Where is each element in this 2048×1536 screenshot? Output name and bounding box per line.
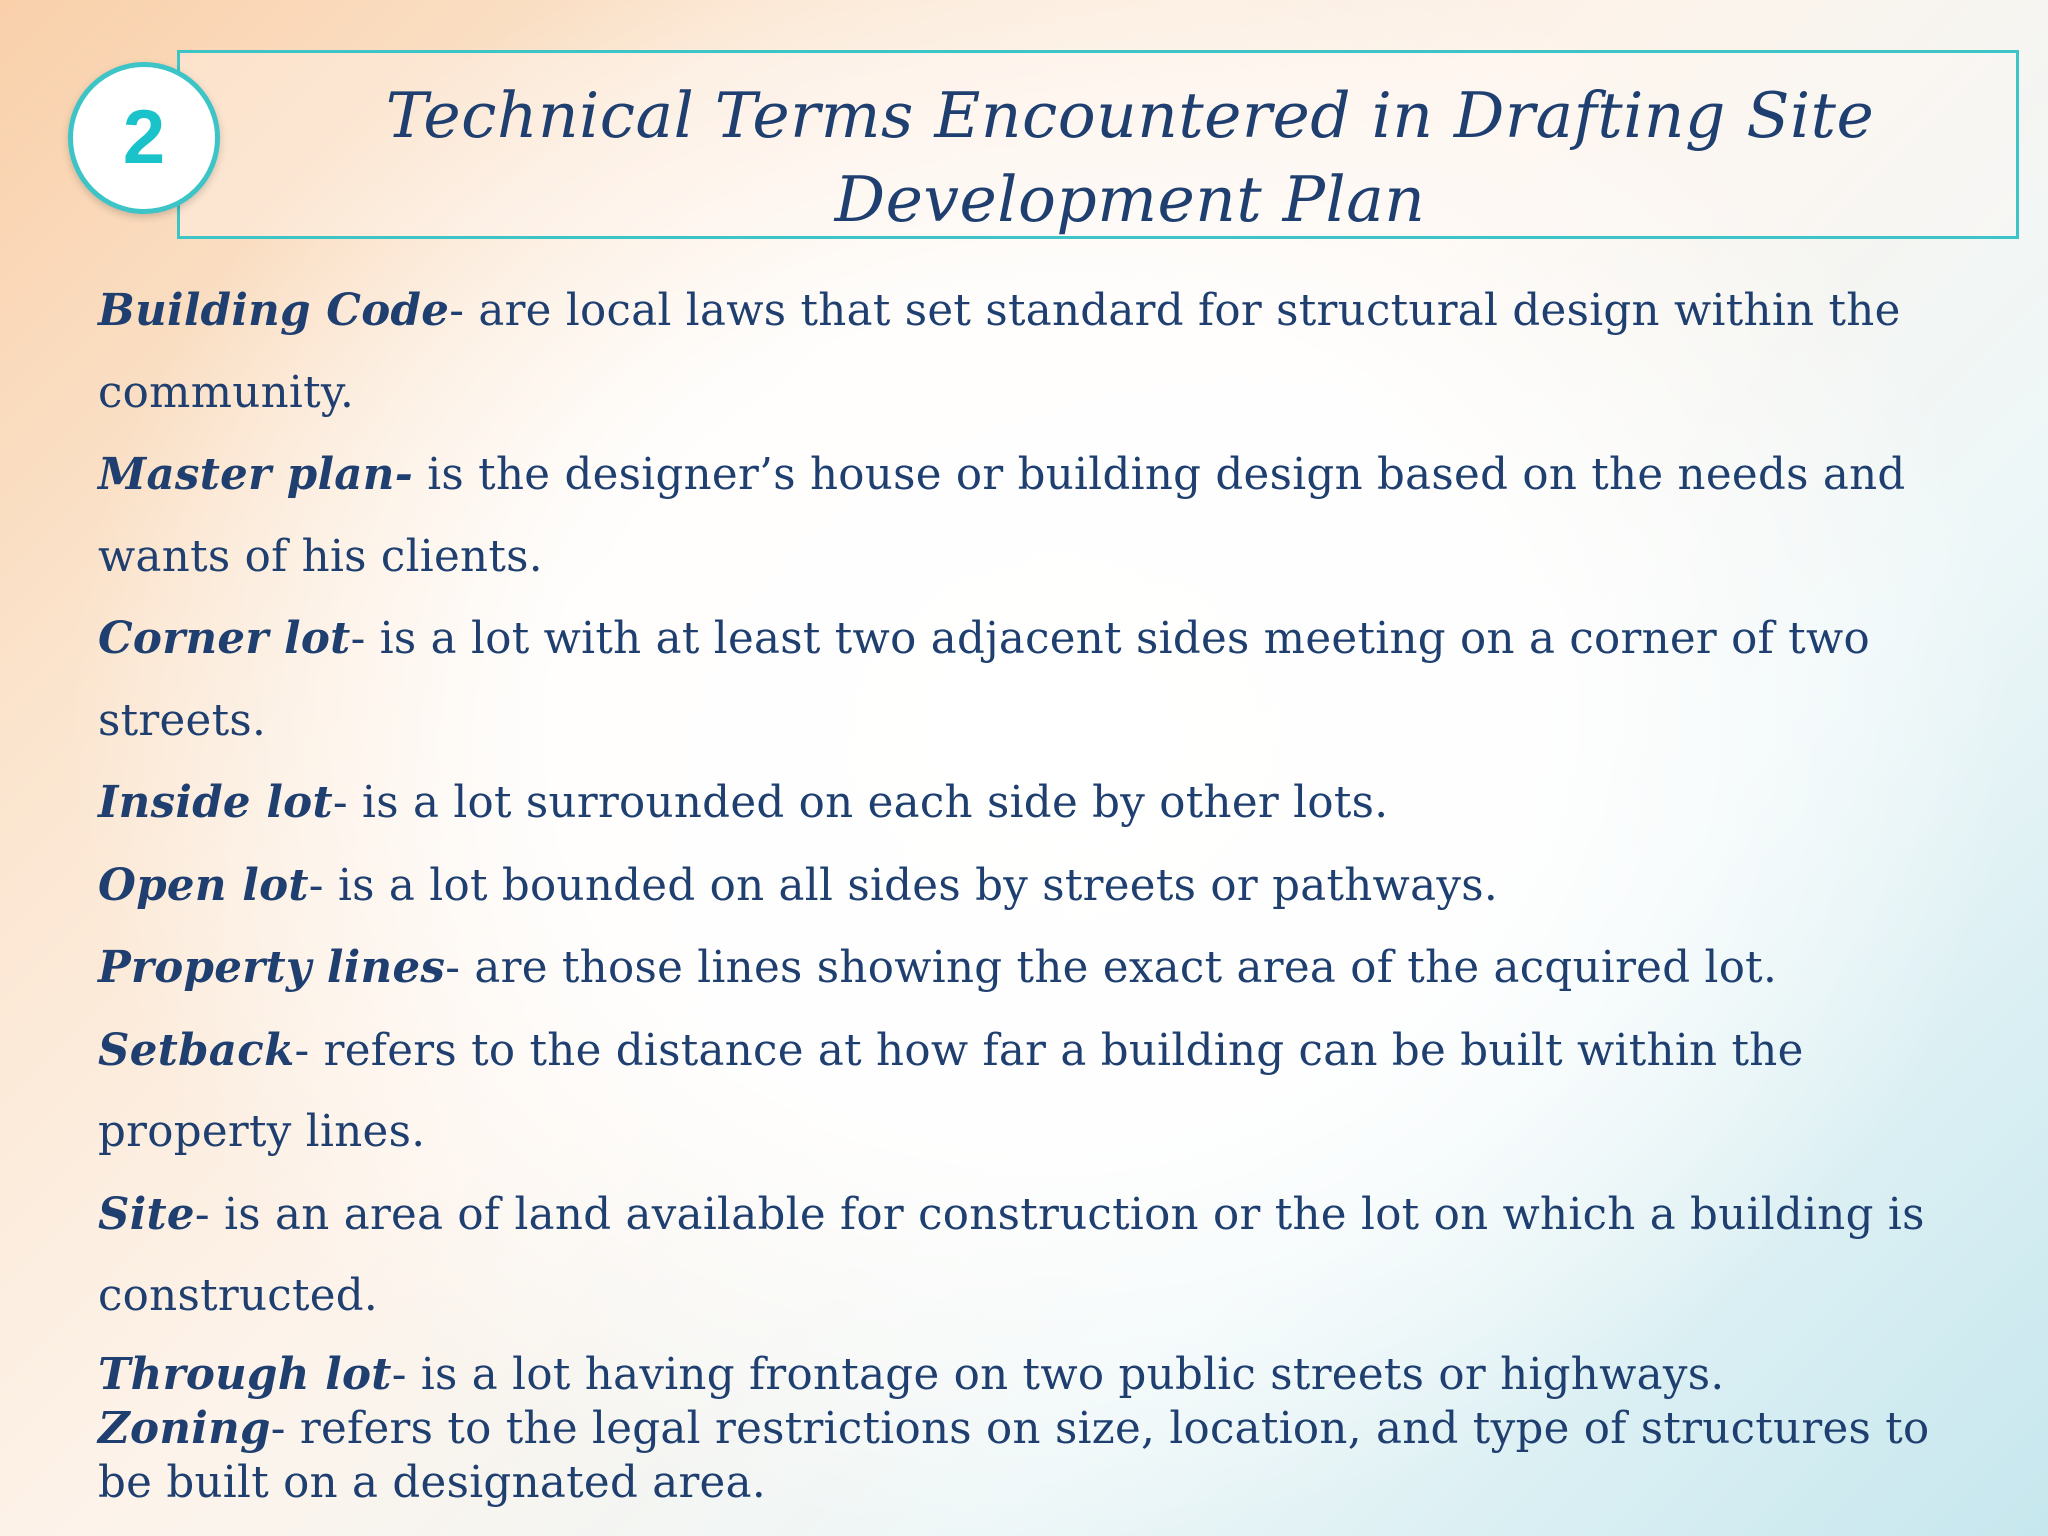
term-setback	[98, 1010, 1978, 1174]
term-separator: -	[350, 614, 380, 664]
slide-number: 2	[122, 95, 166, 180]
term-definition: is the designer’s house or building design based on the needs and wants of his clients.	[98, 450, 1906, 582]
slide-number-badge	[68, 62, 220, 214]
term-definition: is a lot bounded on all sides by streets or pathways.	[337, 860, 1498, 911]
term-building-code	[98, 270, 1978, 434]
term-name: Corner lot	[98, 613, 351, 664]
term-separator: -	[391, 1350, 421, 1400]
term-separator	[413, 450, 427, 500]
term-separator: -	[294, 1025, 324, 1076]
term-list-loose	[98, 270, 1978, 1338]
term-definition: is an area of land available for construction or the lot on which a building is constructed.	[98, 1189, 1925, 1321]
term-name: Building Code	[98, 285, 450, 336]
term-property-lines	[98, 927, 1978, 1010]
term-separator: -	[270, 1404, 300, 1454]
term-separator: -	[194, 1189, 225, 1240]
term-definition: refers to the distance at how far a building can be built within the property lines.	[98, 1025, 1804, 1157]
term-definition: refers to the legal restrictions on size, location, and type of structures to be built on a designated area.	[98, 1404, 1930, 1508]
term-name: Inside lot	[98, 777, 333, 828]
term-definition: are those lines showing the exact area of the acquired lot.	[474, 943, 1778, 993]
term-definition: is a lot surrounded on each side by other lots.	[362, 778, 1389, 828]
term-master-plan	[98, 434, 1978, 598]
term-name: Zoning	[98, 1403, 271, 1454]
term-name: Site	[98, 1188, 195, 1240]
term-site	[98, 1174, 1978, 1338]
term-through-lot	[98, 1348, 1978, 1402]
term-name: Property lines	[98, 942, 446, 993]
term-definition: is a lot having frontage on two public streets or highways.	[420, 1350, 1725, 1400]
term-separator: -	[308, 860, 338, 911]
term-open-lot	[98, 845, 1978, 928]
term-separator: -	[445, 943, 475, 993]
term-name: Open lot	[98, 859, 309, 911]
term-definition: is a lot with at least two adjacent sides meeting on a corner of two streets.	[98, 614, 1870, 746]
term-list-tight	[98, 1348, 1978, 1510]
term-inside-lot	[98, 762, 1978, 845]
term-definition: are local laws that set standard for structural design within the community.	[98, 286, 1901, 418]
term-zoning	[98, 1402, 1978, 1510]
term-name: Master plan-	[98, 449, 414, 500]
term-corner-lot	[98, 598, 1978, 762]
term-name: Through lot	[98, 1349, 392, 1400]
term-separator: -	[449, 286, 479, 336]
term-separator: -	[332, 778, 362, 828]
slide-title: Technical Terms Encountered in Drafting Site Development Plan	[385, 79, 1875, 236]
term-name: Setback	[98, 1024, 295, 1076]
